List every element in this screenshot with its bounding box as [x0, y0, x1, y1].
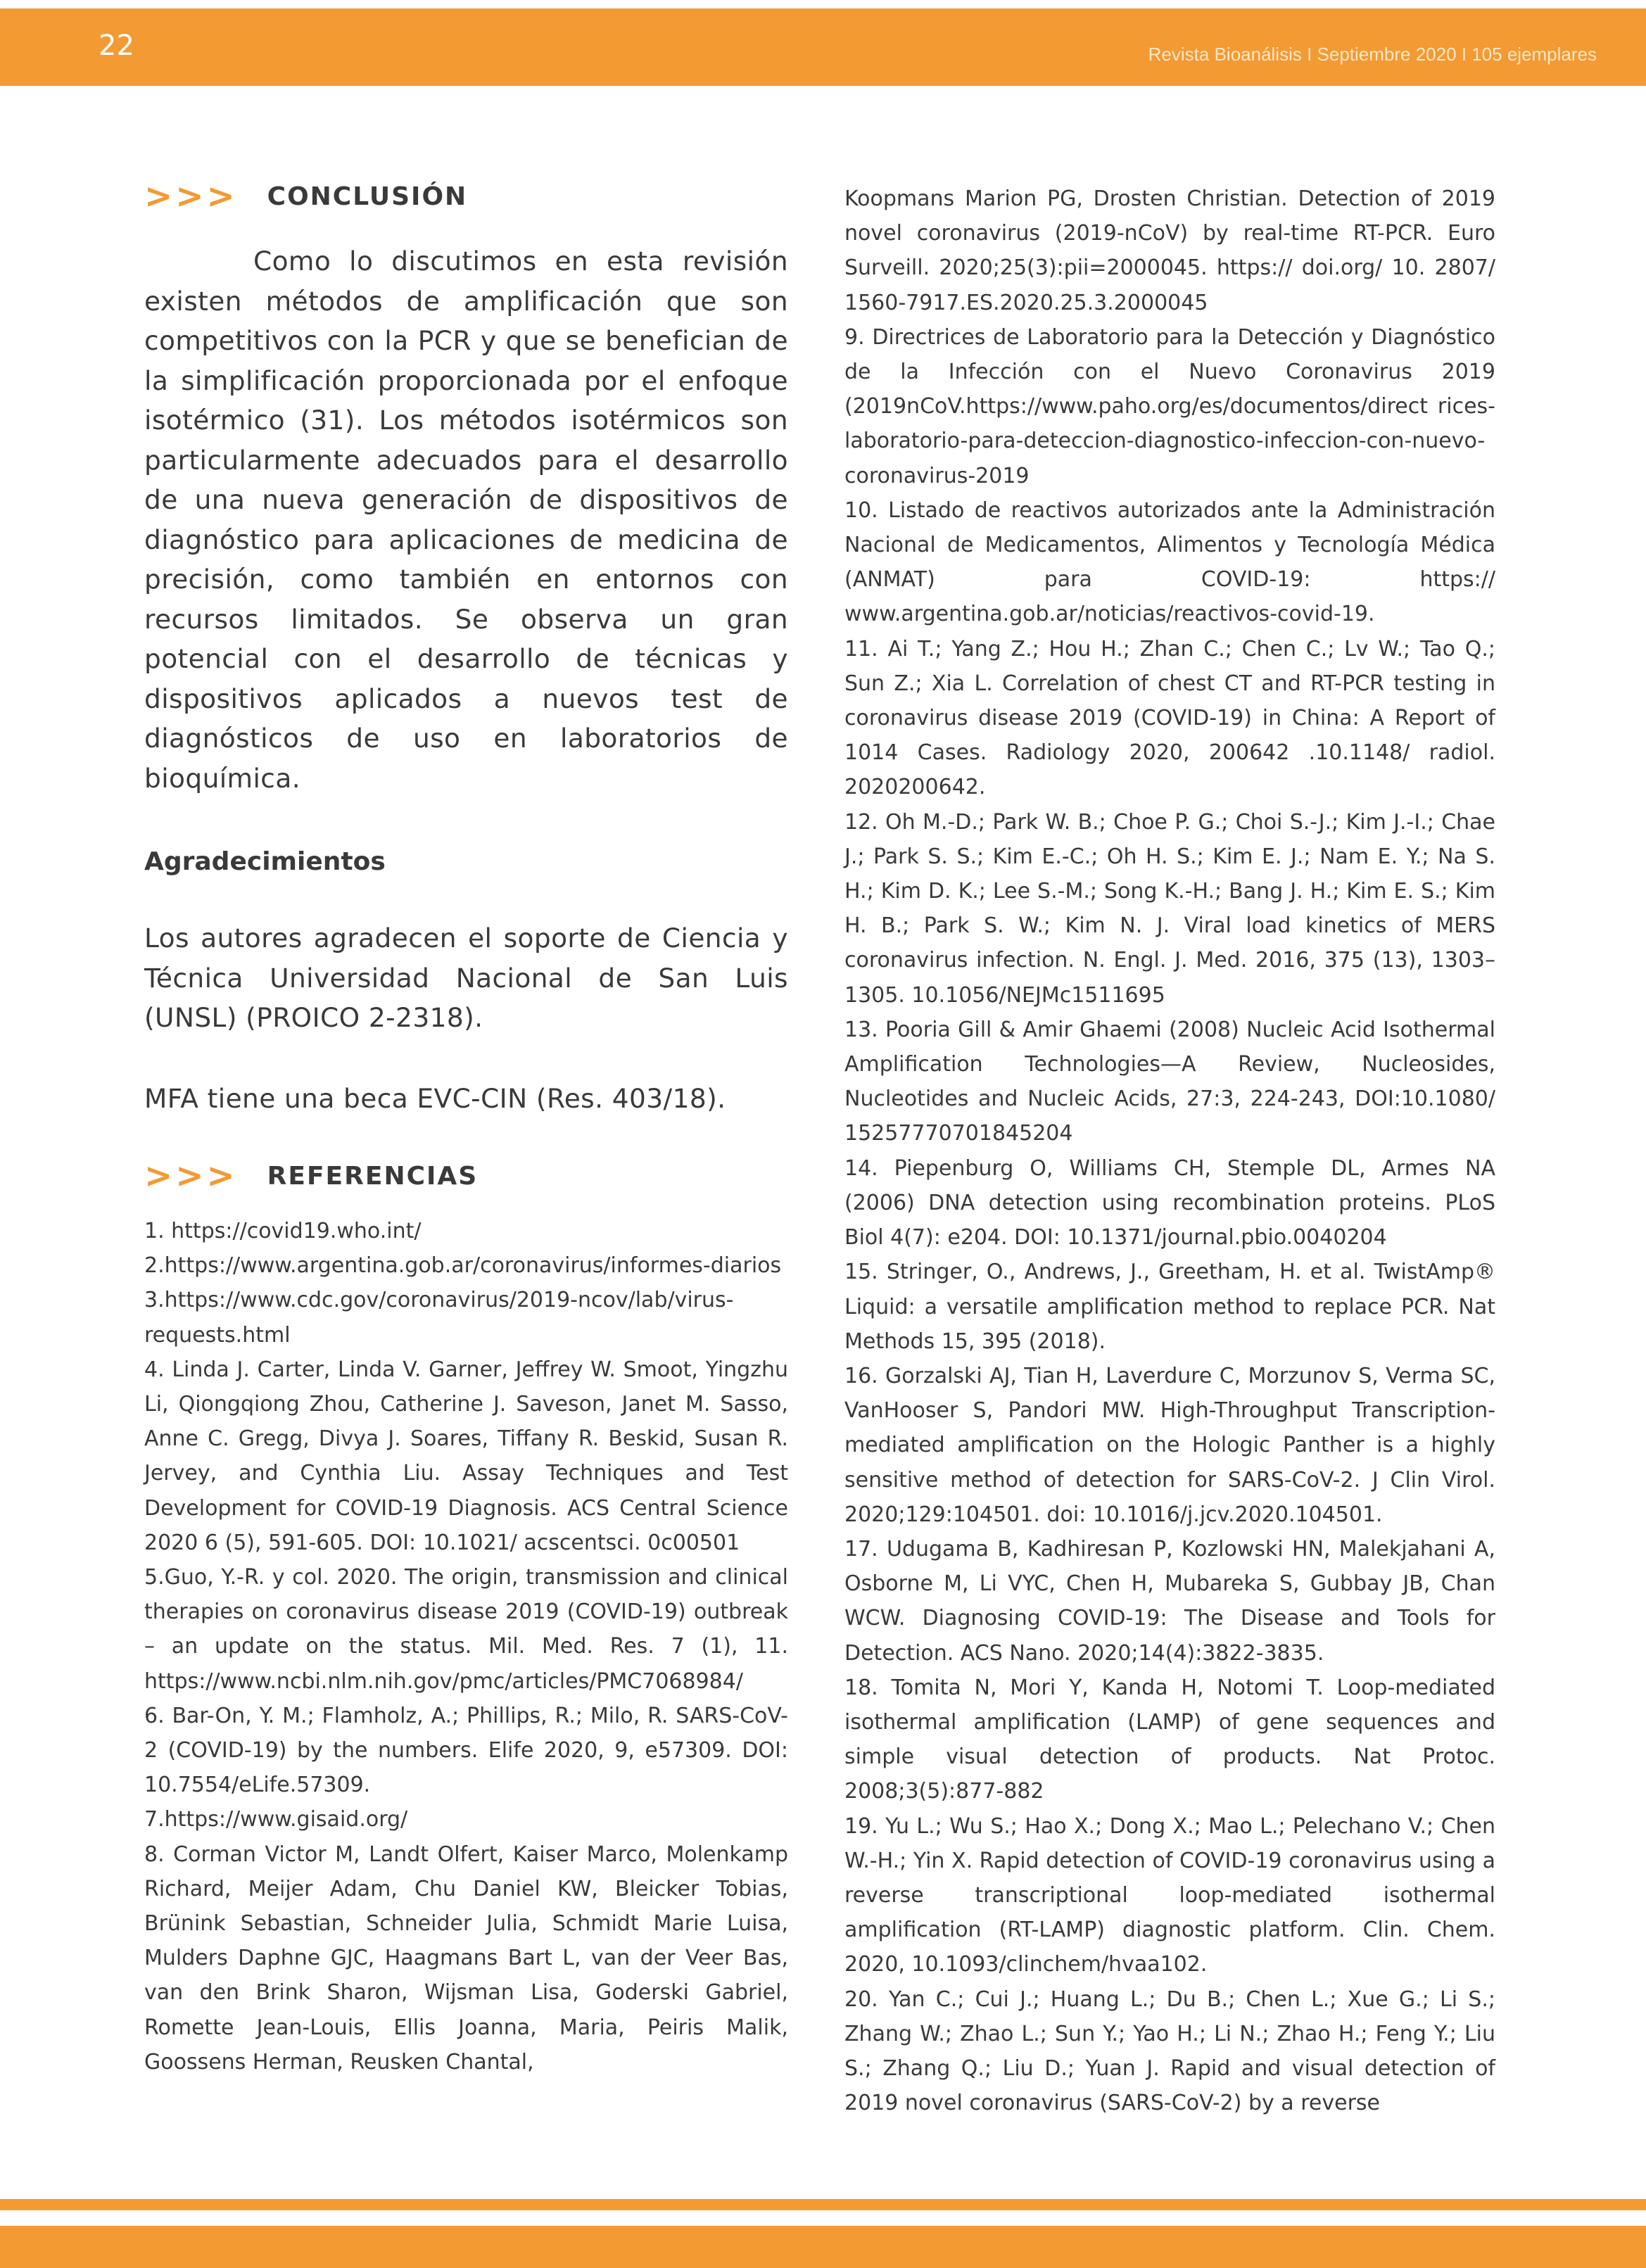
conclusion-heading [144, 177, 788, 216]
journal-info: Revista Bioanálisis I Septiembre 2020 I 105 ejemplares [1148, 44, 1597, 65]
references-heading [144, 1156, 788, 1196]
reference-item: 16. Gorzalski AJ, Tian H, Laverdure C, Morzunov S, Verma SC, VanHooser S, Pandori MW. High-Throughput Transcription-mediated amplification on the Hologic Panther is a highly sensitive method of detection for SARS-CoV-2. J Clin Virol. 2020;129:104501. doi: 10.1016/j.jcv.2020.104501. [844, 1363, 1495, 1527]
reference-item: 5.Guo, Y.-R. y col. 2020. The origin, transmission and clinical therapies on coronavirus disease 2019 (COVID-19) outbreak – an update on the status. Mil. Med. Res. 7 (1), 11. https://www.ncbi.nlm.nih.gov/pmc/articles/PMC7068984/ [144, 1565, 788, 1694]
reference-item: 15. Stringer, O., Andrews, J., Greetham, H. et al. TwistAmp® Liquid: a versatile amplification method to replace PCR. Nat Methods 15, 395 (2018). [844, 1260, 1495, 1354]
reference-item: 13. Pooria Gill & Amir Ghaemi (2008) Nucleic Acid Isothermal Amplification Technologies—A Review, Nucleosides, Nucleotides and Nucleic Acids, 27:3, 224-243, DOI:10.1080/ 15257770701845204 [844, 1017, 1495, 1146]
chevron-icon: >>> [144, 177, 238, 216]
reference-item: 20. Yan C.; Cui J.; Huang L.; Du B.; Chen L.; Xue G.; Li S.; Zhang W.; Zhao L.; Sun Y.; Yao H.; Li N.; Zhao H.; Feng Y.; Liu S.; Zhang Q.; Liu D.; Yuan J. Rapid and visual detection of 2019 novel coronavirus (SARS-CoV-2) by a reverse [844, 1987, 1495, 2116]
acknowledgements-paragraph: Los autores agradecen el soporte de Ciencia y Técnica Universidad Nacional de San Luis (UNSL) (PROICO 2-2318). [144, 923, 788, 1033]
reference-item: 12. Oh M.-D.; Park W. B.; Choe P. G.; Choi S.-J.; Kim J.-I.; Chae J.; Park S. S.; Kim E.-C.; Oh H. S.; Kim E. J.; Nam E. Y.; Na S. H.; Kim D. K.; Lee S.-M.; Song K.-H.; Bang J. H.; Kim E. S.; Kim H. B.; Park S. W.; Kim N. J. Viral load kinetics of MERS coronavirus infection. N. Engl. J. Med. 2016, 375 (13), 1303–1305. 10.1056/NEJMc1511695 [844, 809, 1495, 1008]
reference-item: 1. https://covid19.who.int/ [144, 1219, 422, 1243]
reference-item: 14. Piepenburg O, Williams CH, Stemple DL, Armes NA (2006) DNA detection using recombination proteins. PLoS Biol 4(7): e204. DOI: 10.1371/journal.pbio.0040204 [844, 1155, 1495, 1250]
conclusion-title: CONCLUSIÓN [267, 182, 468, 211]
reference-item: 2.https://www.argentina.gob.ar/coronavirus/informes-diarios [144, 1253, 782, 1279]
chevron-icon: >>> [144, 1156, 238, 1196]
reference-item: 11. Ai T.; Yang Z.; Hou H.; Zhan C.; Chen C.; Lv W.; Tao Q.; Sun Z.; Xia L. Correlation of chest CT and RT-PCR testing in coronavirus disease 2019 (COVID-19) in China: A Report of 1014 Cases. Radiology 2020, 200642 .10.1148/ radiol. 2020200642. [844, 636, 1495, 800]
reference-item: 3.https://www.cdc.gov/coronavirus/2019-ncov/lab/virus-requests.html [144, 1288, 734, 1348]
reference-item: 18. Tomita N, Mori Y, Kanda H, Notomi T. Loop-mediated isothermal amplification (LAMP) of gene sequences and simple visual detection of products. Nat Protoc. 2008;3(5):877-882 [844, 1675, 1495, 1804]
references-title: REFERENCIAS [267, 1161, 479, 1191]
reference-item: 7.https://www.gisaid.org/ [144, 1807, 408, 1832]
reference-item: 17. Udugama B, Kadhiresan P, Kozlowski HN, Malekjahani A, Osborne M, Li VYC, Chen H, Mubareka S, Gubbay JB, Chan WCW. Diagnosing COVID-19: The Disease and Tools for Detection. ACS Nano. 2020;14(4):3822-3835. [844, 1536, 1495, 1666]
right-column [844, 182, 1495, 2120]
page-number: 22 [99, 30, 134, 62]
reference-item: 4. Linda J. Carter, Linda V. Garner, Jeffrey W. Smoot, Yingzhu Li, Qiongqiong Zhou, Catherine J. Saveson, Janet M. Sasso, Anne C. Gregg, Divya J. Soares, Tiffany R. Beskid, Susan R. Jervey, and Cynthia Liu. Assay Techniques and Test Development for COVID-19 Diagnosis. ACS Central Science 2020 6 (5), 591-605. DOI: 10.1021/ acscentsci. 0c00501 [144, 1357, 788, 1555]
footer-stripe [0, 2199, 1646, 2210]
footer-bar [0, 2226, 1646, 2268]
references-list-left [144, 1214, 788, 2079]
reference-item: 6. Bar-On, Y. M.; Flamholz, A.; Phillips, R.; Milo, R. SARS-CoV-2 (COVID-19) by the numbers. Elife 2020, 9, e57309. DOI: 10.7554/eLife.57309. [144, 1703, 788, 1798]
reference-item: Koopmans Marion PG, Drosten Christian. Detection of 2019 novel coronavirus (2019-nCoV) by real-time RT-PCR. Euro Surveill. 2020;25(3):pii=2000045. https:// doi.org/ 10. 2807/ 1560-7917.ES.2020.25.3.2000045 [844, 186, 1495, 315]
reference-item: 8. Corman Victor M, Landt Olfert, Kaiser Marco, Molenkamp Richard, Meijer Adam, Chu Daniel KW, Bleicker Tobias, Brünink Sebastian, Schneider Julia, Schmidt Marie Luisa, Mulders Daphne GJC, Haagmans Bart L, van der Veer Bas, van den Brink Sharon, Wijsman Lisa, Goderski Gabriel, Romette Jean-Louis, Ellis Joanna, Maria, Peiris Malik, Goossens Herman, Reusken Chantal, [144, 1842, 788, 2074]
conclusion-paragraph: Como lo discutimos en esta revisión existen métodos de amplificación que son competitivos con la PCR y que se benefician de la simplificación proporcionada por el enfoque isotérmico (31). Los métodos isotérmicos son particularmente adecuados para el desarrollo de una nueva generación de dispositivos de diagnóstico para aplicaciones de medicina de precisión, como también en entornos con recursos limitados. Se observa un gran potencial con el desarrollo de técnicas y dispositivos aplicados a nuevos test de diagnósticos de uso en laboratorios de bioquímica. [144, 246, 788, 794]
reference-item: 9. Directrices de Laboratorio para la Detección y Diagnóstico de la Infección con el Nuevo Coronavirus 2019 (2019nCoV.https://www.paho.org/es/documentos/direct rices-laboratorio-para-deteccion-diagnostico-infeccion-con-nuevo-coronavirus-2019 [844, 324, 1495, 488]
reference-item: 19. Yu L.; Wu S.; Hao X.; Dong X.; Mao L.; Pelechano V.; Chen W.-H.; Yin X. Rapid detection of COVID-19 coronavirus using a reverse transcriptional loop-mediated isothermal amplification (RT-LAMP) diagnostic platform. Clin. Chem. 2020, 10.1093/clinchem/hvaa102. [844, 1813, 1495, 1977]
acknowledgements-title: Agradecimientos [144, 847, 386, 876]
reference-item: 10. Listado de reactivos autorizados ante la Administración Nacional de Medicamentos, Alimentos y Tecnología Médica (ANMAT) para COVID-19: https:// www.argentina.gob.ar/noticias/reactivos-covid-19. [844, 498, 1495, 627]
left-column [144, 179, 788, 2079]
page-header [0, 8, 1646, 86]
mfa-paragraph: MFA tiene una beca EVC-CIN (Res. 403/18). [144, 1082, 726, 1114]
